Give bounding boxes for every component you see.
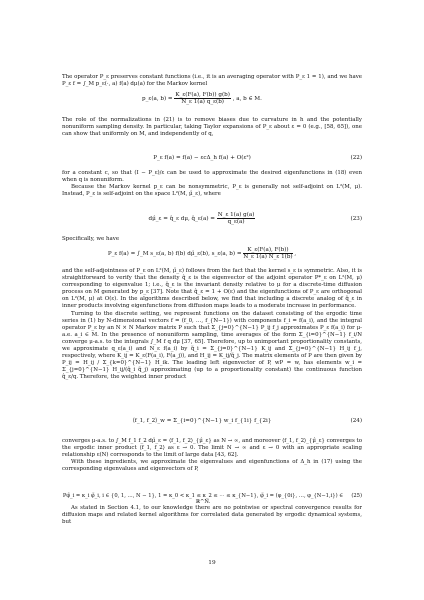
eq-22-body: P_ε f(a) = f(a) − εcΔ_h f(a) + O(ε²) <box>153 155 251 161</box>
eq-23-denominator: q_ε(a) <box>227 219 245 225</box>
paragraph-convergence <box>62 438 362 473</box>
eq-23-number: (23) <box>350 216 362 222</box>
paragraph-constant-c <box>62 170 362 198</box>
para-3: for a constant c, so that (I − P_ε)/ε can be used to approximate the desired eigenfunctions in (18) even when q is nonuniform. <box>62 170 362 184</box>
eq-24-body: ⟨f_1, f_2⟩_w = Σ_{i=0}^{N−1} w_i f_{1i} f_{2i} <box>132 418 272 424</box>
eq-b-numerator: K_ε(F(a), F(b)) <box>243 247 292 254</box>
paragraph-self-adjointness <box>62 268 362 382</box>
eq-a-numerator: K_ε(F(a), F(b)) g(b) <box>175 92 230 98</box>
para-1: The operator P_ε preserves constant functions (i.e., it is an averaging operator with P_ε 1 = 1), and we have P_ε f = ∫_M p_ε(·, a) f(a) dμ(a) for the Markov kernel <box>62 74 362 88</box>
eq-b-denominator: N_ε 1(a) N_ε 1(b) <box>243 254 293 260</box>
para-6: and the self-adjointness of P_ε on L²(M, μ̂_ε) follows from the fact that the kernel s_ε is symmetric. Also, it is straightforward to verify that the density q̂_ε is the eigenvector of the adjoint operator P*_ε on L²(M, μ) corresponding to eigenvalue 1; i.e., q̂_ε is the invariant density relative to μ for a discrete-time diffusion process on M generated by p_ε [37]. Note that q̂_ε = 1 + O(ε) and the eigenfunctions of P_ε are orthogonal on L²(M, μ) at O(ε). In the algorithms described below, we find that including a discrete analog of q̂_ε in inner products involving eigenfunctions from diffusion maps leads to a moderate increase in performance. <box>62 268 362 310</box>
equation-symmetric-kernel <box>62 247 362 263</box>
eq-23-fraction <box>217 212 256 225</box>
paragraph-specifically <box>62 236 362 243</box>
eq-a-condition: , a, b ∈ M. <box>232 96 262 102</box>
eq-25-body: Pφ̃_i = κ_i φ̃_i, i ∈ {0, 1, …, N − 1}, 1 = κ_0 < κ_1 ≤ κ_2 ≤ ⋯ ≤ κ_{N−1}, φ̃_i = (φ_{0i}, …, φ_{N−1,i}) ∈ ℝ^N. <box>62 493 344 505</box>
paragraph-section-4-1 <box>62 505 362 526</box>
equation-22 <box>62 155 362 167</box>
para-9: With these ingredients, we approximate the eigenvalues and eigenfunctions of Δ_h in (17) using the corresponding eigenvalues and eigenvectors of P, <box>62 459 362 473</box>
eq-22-number: (22) <box>350 155 362 161</box>
page-number: 19 <box>208 560 216 566</box>
eq-a-lhs: p_ε(a, b) = <box>142 96 173 102</box>
para-5: Specifically, we have <box>62 236 120 242</box>
paragraph-operator-averaging <box>62 74 362 88</box>
para-7: Turning to the discrete setting, we represent functions on the dataset consisting of the ergodic time series in (1) by N-dimensional vectors f = (f_0, …, f_{N−1}) with components f_i = f(a_i), and the integral operator P_ε by an N × N Markov matrix P such that Σ_{j=0}^{N−1} P_ij f_j approximates P_ε f(a_i) for μ-a.e. a_i ∈ M. In the presence of nonuniform sampling, time averages of the form Σ_{i=0}^{N−1} f_i/N converge μ-a.s. to the integrals ∫_M f q dμ [37, 65]. Therefore, up to unimportant proportionality constants, we approximate q_ε(a_i) and N_ε f(a_i) by q̃_i = Σ_{j=0}^{N−1} K_ij and Σ_{j=0}^{N−1} H_ij f_j, respectively, where K_ij = K_ε(F(a_i), F(a_j)), and H_ij = K_ij/q̃_j. The matrix elements of P are then given by P_ij = H_ij / Σ_{k=0}^{N−1} H_ik. The leading left eigenvector of P, wP = w, has elements w_i = Σ_{j=0}^{N−1} H_ij/(q̃_i q̃_j) approximating (up to a proportionality constant) the continuous function q̂_ε/q. Therefore, the weighted inner product <box>62 310 362 381</box>
eq-b-condition: , <box>294 251 297 257</box>
para-10: As stated in Section 4.1, to our knowledge there are no pointwise or spectral convergence results for diffusion maps and related kernel algorithms for correlated data generated by ergodic dynamical systems, but <box>62 505 362 526</box>
para-2: The role of the normalizations in (21) is to remove biases due to curvature in h and the potentially nonuniform sampling density. In particular, taking Taylor expansions of P_ε about ε = 0 (e.g., [58, 65]), one can show that uniformly on M, and independently of q, <box>62 117 362 138</box>
paragraph-normalizations <box>62 117 362 138</box>
eq-23-numerator: N_ε 1(a) g(a) <box>217 212 255 218</box>
equation-24 <box>62 418 362 432</box>
eq-24-number: (24) <box>350 418 362 424</box>
equation-23 <box>62 212 362 228</box>
eq-25-number: (25) <box>351 493 362 499</box>
equation-markov-kernel <box>62 92 362 108</box>
eq-a-fraction <box>174 92 231 105</box>
para-4: Because the Markov kernel p_ε can be nonsymmetric, P_ε is generally not self-adjoint on L²(M, μ). Instead, P_ε is self-adjoint on the space L²(M, μ̂_ε), where <box>62 184 362 198</box>
equation-25 <box>62 493 362 503</box>
eq-b-fraction <box>243 247 292 260</box>
eq-a-denominator: N_ε 1(a) q_ε(b) <box>181 99 224 105</box>
eq-23-lhs: dμ̂_ε = q̂_ε dμ, q̂_ε(a) = <box>148 216 215 222</box>
para-8: converges μ-a.s. to ∫_M f_1 f_2 dμ̂_ε = ⟨f_1, f_2⟩_{μ̂_ε} as N → ∞, and moreover ⟨f_1, f_2⟩_{μ̂_ε} converges to the ergodic inner product ⟨f_1, f_2⟩ as ε → 0. The limit N → ∞ and ε → 0 with an appropriate scaling relationship ε(N) corresponds to the limit of large data [43, 62]. <box>62 438 362 459</box>
eq-b-lhs: P_ε f(a) = ∫_M s_ε(a, b) f(b) dμ̂_ε(b), s_ε(a, b) = <box>107 251 242 257</box>
